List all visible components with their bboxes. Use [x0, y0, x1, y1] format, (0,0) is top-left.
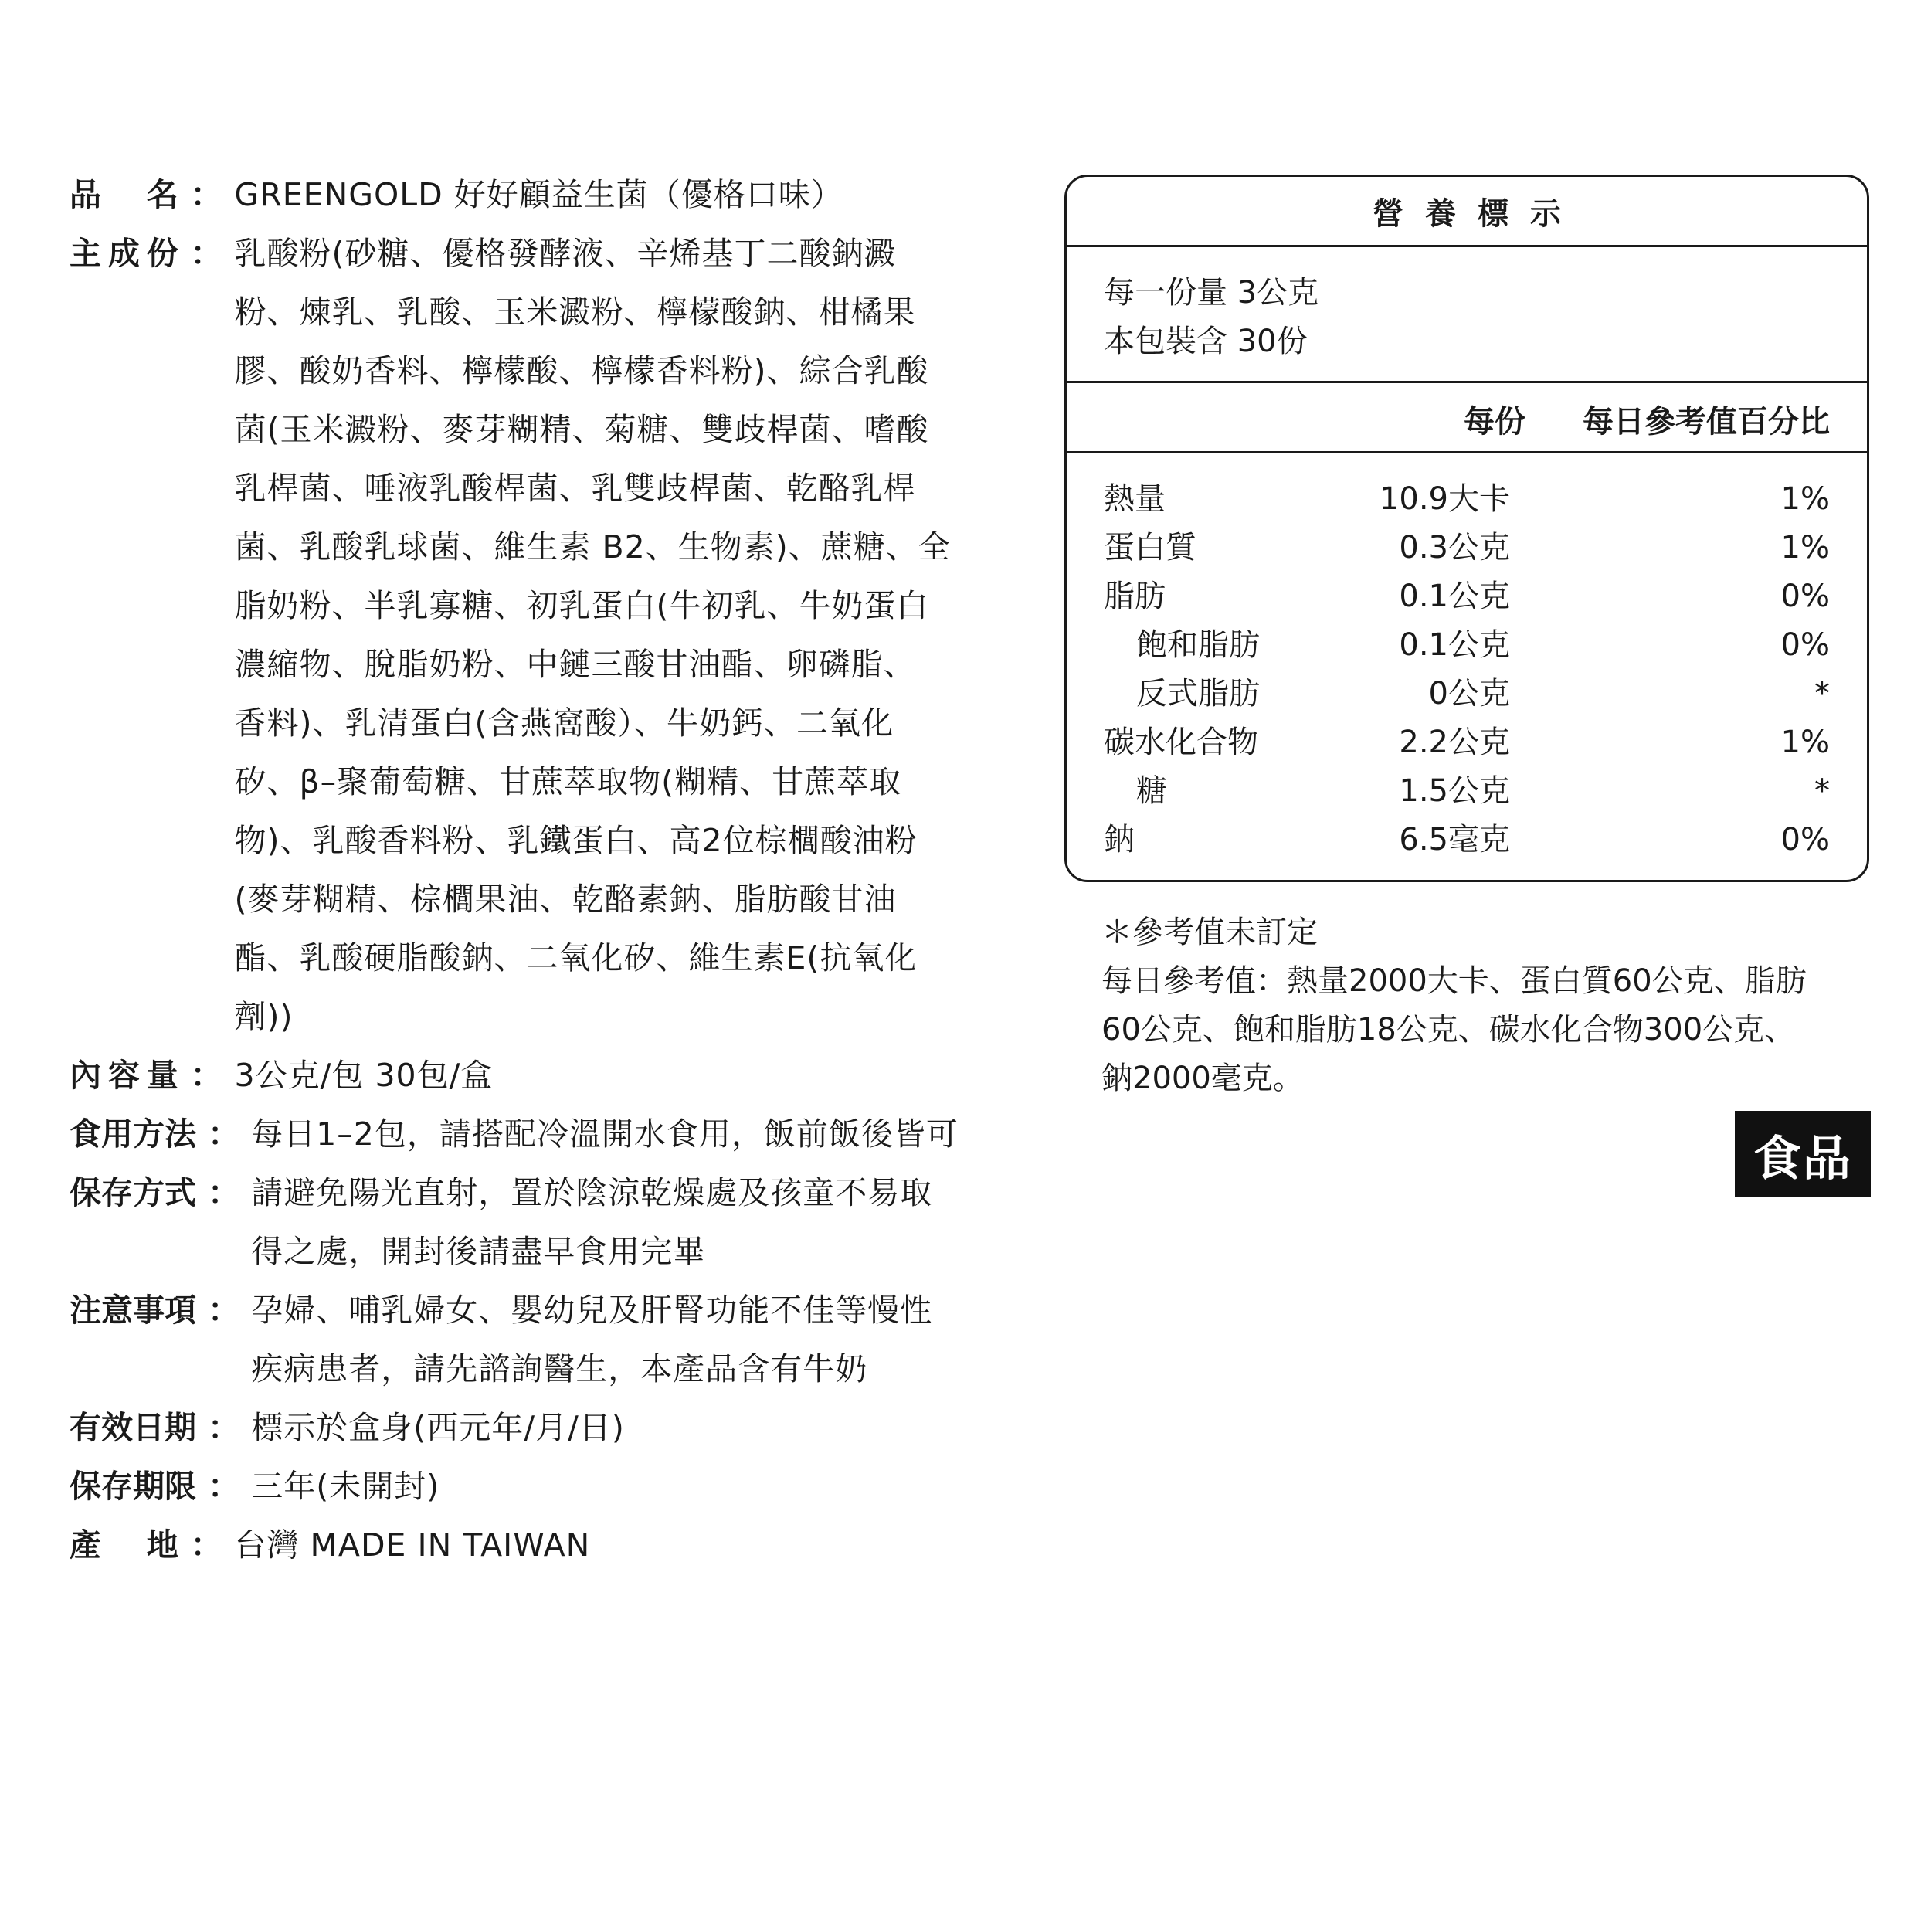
nutrition-row [1067, 572, 1867, 621]
info-label-char: 地 [146, 1526, 178, 1564]
info-value-line: 膠、酸奶香料、檸檬酸、檸檬香料粉)、綜合乳酸 [234, 352, 929, 389]
info-value [235, 165, 989, 224]
info-value [251, 1105, 989, 1163]
nutrient-amount: 0.3 [1399, 530, 1448, 565]
info-colon: ： [208, 1292, 240, 1329]
info-row [70, 165, 989, 224]
info-value [235, 1516, 989, 1574]
nutrient-name: 碳水化合物 [1104, 725, 1258, 760]
info-row [70, 224, 989, 1046]
info-value-line: 台灣 MADE IN TAIWAN [234, 1526, 591, 1564]
info-label [70, 1163, 196, 1222]
nutrition-row [1067, 621, 1867, 670]
info-value-line: 乳桿菌、唾液乳酸桿菌、乳雙歧桿菌、乾酪乳桿 [234, 470, 916, 507]
info-value-line: 請避免陽光直射，置於陰涼乾燥處及孩童不易取 [251, 1174, 933, 1211]
nutrient-daily-percent: 1% [1780, 725, 1830, 760]
nutrient-unit: 公克 [1448, 579, 1510, 614]
info-colon: ： [190, 1526, 222, 1564]
info-label-char: 保存方式 [70, 1174, 196, 1211]
nutrient-unit: 公克 [1448, 627, 1510, 663]
nutrient-daily-percent: 1% [1780, 530, 1830, 565]
info-value-line: GREENGOLD 好好顧益生菌（優格口味） [234, 176, 843, 213]
nutrient-unit: 毫克 [1448, 822, 1510, 857]
nutrition-row [1067, 670, 1867, 718]
info-label-char: 成 [107, 235, 140, 272]
info-label-char: 名 [146, 176, 178, 213]
nutrition-title: 營養標示 [1067, 177, 1867, 247]
info-value-line: 三年(未開封) [251, 1468, 440, 1505]
info-value-line: 酯、乳酸硬脂酸鈉、二氧化矽、維生素E(抗氧化 [234, 939, 918, 976]
nutrient-amount: 10.9 [1379, 481, 1448, 517]
serving-size: 每一份量 3公克 [1104, 275, 1319, 311]
info-row [70, 1046, 989, 1105]
info-label [70, 1516, 178, 1574]
info-label-char: 有效日期 [70, 1409, 196, 1446]
info-value-line: 每日1–2包，請搭配冷溫開水食用，飯前飯後皆可 [251, 1115, 959, 1153]
nutrient-unit: 公克 [1448, 725, 1510, 760]
nutrient-unit: 公克 [1448, 676, 1510, 711]
info-label [70, 1046, 178, 1105]
info-colon: ： [208, 1409, 240, 1446]
info-label-char: 注意事項 [70, 1292, 196, 1329]
nutrition-row [1067, 767, 1867, 816]
nutrition-facts-table [1064, 175, 1869, 882]
info-label-char: 份 [146, 235, 178, 272]
info-value-line: (麥芽糊精、棕櫚果油、乾酪素鈉、脂肪酸甘油 [234, 881, 897, 918]
servings-per-package: 本包裝含 30份 [1104, 324, 1308, 359]
info-value-line: 乳酸粉(砂糖、優格發酵液、辛烯基丁二酸鈉澱 [234, 235, 897, 272]
nutrient-daily-percent: 1% [1780, 481, 1830, 517]
nutrient-unit: 公克 [1448, 773, 1510, 809]
info-value-line: 孕婦、哺乳婦女、嬰幼兒及肝腎功能不佳等慢性 [251, 1292, 933, 1329]
info-label [70, 165, 178, 224]
nutrition-row [1067, 475, 1867, 524]
info-colon: ： [190, 235, 222, 272]
info-label-char: 量 [146, 1057, 178, 1094]
nutrient-amount: 2.2 [1399, 725, 1448, 760]
nutrient-amount: 0 [1428, 676, 1448, 711]
info-row [70, 1281, 989, 1398]
nutrient-name: 熱量 [1104, 481, 1166, 517]
info-value-line: 矽、β–聚葡萄糖、甘蔗萃取物(糊精、甘蔗萃取 [234, 763, 902, 800]
nutrition-row [1067, 718, 1867, 767]
col-per-serving: 每份 [1464, 404, 1525, 440]
nutrition-column-headers [1067, 383, 1867, 453]
nutrient-daily-percent: 0% [1780, 579, 1830, 614]
serving-info [1067, 247, 1867, 383]
nutrient-name: 蛋白質 [1104, 530, 1196, 565]
info-colon: ： [190, 1057, 222, 1094]
nutrient-name: 脂肪 [1104, 579, 1166, 614]
info-value-line: 香料)、乳清蛋白(含燕窩酸）、牛奶鈣、二氧化 [234, 705, 894, 742]
info-value-line: 3公克/包 30包/盒 [234, 1057, 494, 1094]
info-label [70, 1457, 196, 1516]
info-label [70, 1105, 196, 1163]
nutrition-row [1067, 816, 1867, 864]
info-row [70, 1105, 989, 1163]
product-info [70, 165, 989, 1574]
info-row [70, 1398, 989, 1457]
asterisk-note: ＊參考值未訂定 [1101, 915, 1318, 950]
nutrient-name: 鈉 [1104, 822, 1135, 857]
info-value [235, 224, 989, 1046]
info-value-line: 菌、乳酸乳球菌、維生素 B2、生物素)、蔗糖、全 [234, 528, 951, 565]
col-daily-percent: 每日參考值百分比 [1583, 404, 1830, 440]
info-row [70, 1163, 989, 1281]
nutrient-name: 反式脂肪 [1136, 676, 1260, 711]
nutrition-row [1067, 524, 1867, 572]
info-label-char: 主 [70, 235, 101, 272]
info-colon: ： [190, 176, 222, 213]
info-label-char: 內 [70, 1057, 101, 1094]
nutrient-amount: 6.5 [1399, 822, 1448, 857]
nutrient-daily-percent: 0% [1780, 822, 1830, 857]
info-label-char: 容 [107, 1057, 140, 1094]
daily-reference-line: 鈉2000毫克。 [1101, 1061, 1304, 1096]
daily-reference-line: 每日參考值：熱量2000大卡、蛋白質60公克、脂肪 [1101, 963, 1807, 999]
info-colon: ： [208, 1468, 240, 1505]
info-label [70, 1281, 196, 1339]
info-value-line: 標示於盒身(西元年/月/日) [251, 1409, 625, 1446]
info-label-char: 產 [70, 1526, 101, 1564]
nutrient-name: 飽和脂肪 [1136, 627, 1260, 663]
info-colon: ： [208, 1174, 240, 1211]
info-value-line: 菌(玉米澱粉、麥芽糊精、菊糖、雙歧桿菌、嗜酸 [234, 411, 929, 448]
food-badge: 食品 [1735, 1111, 1871, 1197]
info-value-line: 劑)) [234, 998, 294, 1035]
info-value [251, 1457, 989, 1516]
nutrient-daily-percent: * [1814, 676, 1830, 711]
info-value-line: 疾病患者，請先諮詢醫生，本產品含有牛奶 [251, 1350, 868, 1387]
nutrient-amount: 0.1 [1399, 627, 1448, 663]
info-value-line: 濃縮物、脫脂奶粉、中鏈三酸甘油酯、卵磷脂、 [234, 646, 916, 683]
info-row [70, 1457, 989, 1516]
info-value [235, 1046, 989, 1105]
info-label [70, 1398, 196, 1457]
info-value-line: 物)、乳酸香料粉、乳鐵蛋白、高2位棕櫚酸油粉 [234, 822, 918, 859]
info-row [70, 1516, 989, 1574]
info-colon: ： [208, 1115, 240, 1153]
nutrient-daily-percent: * [1814, 773, 1830, 809]
nutrient-daily-percent: 0% [1780, 627, 1830, 663]
info-value [251, 1281, 989, 1398]
nutrient-name: 糖 [1136, 773, 1167, 809]
nutrient-amount: 1.5 [1399, 773, 1448, 809]
info-label-char: 食用方法 [70, 1115, 196, 1153]
info-label-char: 保存期限 [70, 1468, 196, 1505]
info-value-line: 脂奶粉、半乳寡糖、初乳蛋白(牛初乳、牛奶蛋白 [234, 587, 929, 624]
info-value [251, 1398, 989, 1457]
nutrition-rows [1067, 453, 1867, 864]
info-label-char: 品 [70, 176, 101, 213]
nutrition-notes [1101, 908, 1874, 1103]
nutrient-unit: 大卡 [1448, 481, 1510, 517]
info-value-line: 粉、煉乳、乳酸、玉米澱粉、檸檬酸鈉、柑橘果 [234, 294, 916, 331]
info-value [251, 1163, 989, 1281]
info-value-line: 得之處，開封後請盡早食用完畢 [251, 1233, 706, 1270]
nutrient-amount: 0.1 [1399, 579, 1448, 614]
nutrient-unit: 公克 [1448, 530, 1510, 565]
daily-reference-line: 60公克、飽和脂肪18公克、碳水化合物300公克、 [1101, 1012, 1796, 1047]
info-label [70, 224, 178, 283]
